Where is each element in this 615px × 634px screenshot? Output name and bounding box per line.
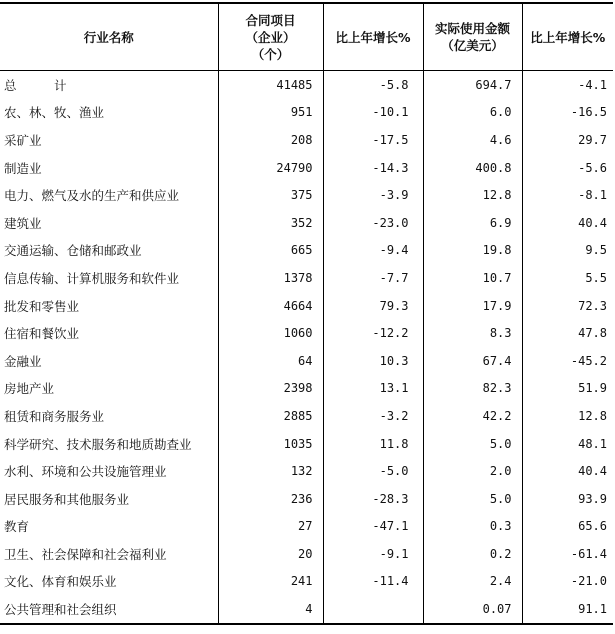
projects-growth-cell: -7.7: [323, 264, 423, 292]
projects-cell: 241: [218, 568, 323, 596]
projects-growth-cell: -3.9: [323, 181, 423, 209]
projects-growth-cell: -5.0: [323, 457, 423, 485]
industry-name-cell: 采矿业: [4, 132, 42, 148]
industry-name-cell: 住宿和餐饮业: [4, 326, 80, 342]
projects-cell: 2398: [218, 375, 323, 403]
projects-cell: 20: [218, 540, 323, 568]
amount-growth-cell: -61.4: [522, 540, 613, 568]
industry-name-cell: 租赁和商务服务业: [4, 408, 105, 424]
table-row: [0, 237, 613, 265]
projects-cell: 2885: [218, 402, 323, 430]
projects-growth-cell: -14.3: [323, 154, 423, 182]
amount-growth-cell: 93.9: [522, 485, 613, 513]
industry-name-cell: 卫生、社会保障和社会福利业: [4, 546, 167, 562]
table-body: [0, 71, 613, 624]
amount-growth-cell: 51.9: [522, 375, 613, 403]
table-row: [0, 347, 613, 375]
amount-cell: 67.4: [423, 347, 522, 375]
projects-cell: 4: [218, 595, 323, 624]
projects-growth-cell: 79.3: [323, 292, 423, 320]
industry-name-cell: 农、林、牧、渔业: [4, 105, 105, 121]
table-row: [0, 430, 613, 458]
projects-growth-cell: -3.2: [323, 402, 423, 430]
table-row: [0, 209, 613, 237]
amount-cell: 694.7: [423, 71, 522, 99]
amount-cell: 19.8: [423, 237, 522, 265]
industry-name-cell: 金融业: [4, 353, 42, 369]
projects-growth-cell: -9.4: [323, 237, 423, 265]
industry-name-cell: 信息传输、计算机服务和软件业: [4, 270, 180, 286]
amount-cell: 0.3: [423, 513, 522, 541]
amount-growth-cell: 91.1: [522, 595, 613, 624]
projects-cell: 1060: [218, 319, 323, 347]
amount-cell: 82.3: [423, 375, 522, 403]
amount-cell: 2.4: [423, 568, 522, 596]
industry-name-cell: 房地产业: [4, 381, 55, 397]
amount-cell: 42.2: [423, 402, 522, 430]
amount-growth-cell: 40.4: [522, 457, 613, 485]
projects-growth-header: 比上年增长%: [323, 3, 423, 71]
amount-growth-cell: -8.1: [522, 181, 613, 209]
amount-growth-cell: -45.2: [522, 347, 613, 375]
amount-growth-cell: 5.5: [522, 264, 613, 292]
projects-cell: 41485: [218, 71, 323, 99]
industry-name-cell: 文化、体育和娱乐业: [4, 574, 117, 590]
table-row: [0, 126, 613, 154]
industry-name-cell: 总 计: [4, 77, 67, 93]
amount-cell: 10.7: [423, 264, 522, 292]
table-row: [0, 375, 613, 403]
actual-amount-header: 实际使用金额 （亿美元）: [423, 3, 522, 71]
table-row: [0, 540, 613, 568]
table-row: [0, 264, 613, 292]
header-row: [0, 3, 613, 71]
projects-cell: 4664: [218, 292, 323, 320]
industry-name-cell: 教育: [4, 519, 30, 535]
projects-cell: 375: [218, 181, 323, 209]
projects-growth-cell: 10.3: [323, 347, 423, 375]
industry-name-cell: 科学研究、技术服务和地质勘查业: [4, 436, 192, 452]
amount-growth-cell: -4.1: [522, 71, 613, 99]
table-row: [0, 181, 613, 209]
projects-growth-cell: 11.8: [323, 430, 423, 458]
amount-growth-cell: -16.5: [522, 99, 613, 127]
amount-cell: 4.6: [423, 126, 522, 154]
industry-name-cell: 交通运输、仓储和邮政业: [4, 243, 142, 259]
projects-cell: 352: [218, 209, 323, 237]
projects-growth-cell: [323, 595, 423, 624]
industry-name-cell: 建筑业: [4, 215, 42, 231]
amount-growth-cell: 48.1: [522, 430, 613, 458]
projects-growth-cell: -10.1: [323, 99, 423, 127]
contract-projects-header: 合同项目 （企业） （个）: [218, 3, 323, 71]
projects-growth-cell: -23.0: [323, 209, 423, 237]
industry-name-cell: 电力、燃气及水的生产和供应业: [4, 188, 180, 204]
amount-cell: 400.8: [423, 154, 522, 182]
projects-growth-cell: -47.1: [323, 513, 423, 541]
amount-cell: 5.0: [423, 430, 522, 458]
amount-growth-cell: 72.3: [522, 292, 613, 320]
table-row: [0, 319, 613, 347]
projects-cell: 1378: [218, 264, 323, 292]
projects-cell: 27: [218, 513, 323, 541]
table-row: [0, 99, 613, 127]
projects-cell: 236: [218, 485, 323, 513]
projects-growth-cell: -12.2: [323, 319, 423, 347]
table-row: [0, 595, 613, 624]
projects-cell: 132: [218, 457, 323, 485]
amount-growth-header: 比上年增长%: [522, 3, 613, 71]
table-row: [0, 513, 613, 541]
table-container: [0, 2, 613, 625]
industry-name-cell: 居民服务和其他服务业: [4, 491, 130, 507]
industry-name-cell: 批发和零售业: [4, 298, 80, 314]
amount-cell: 17.9: [423, 292, 522, 320]
projects-cell: 208: [218, 126, 323, 154]
table-row: [0, 568, 613, 596]
amount-cell: 0.07: [423, 595, 522, 624]
projects-growth-cell: -28.3: [323, 485, 423, 513]
projects-growth-cell: -11.4: [323, 568, 423, 596]
projects-cell: 64: [218, 347, 323, 375]
amount-cell: 8.3: [423, 319, 522, 347]
projects-cell: 951: [218, 99, 323, 127]
table-header: [0, 3, 613, 71]
amount-cell: 5.0: [423, 485, 522, 513]
amount-growth-cell: -5.6: [522, 154, 613, 182]
table-row: [0, 71, 613, 99]
industry-name-cell: 公共管理和社会组织: [4, 602, 117, 618]
projects-growth-cell: -9.1: [323, 540, 423, 568]
table-row: [0, 402, 613, 430]
amount-growth-cell: 40.4: [522, 209, 613, 237]
projects-growth-cell: -17.5: [323, 126, 423, 154]
projects-growth-cell: -5.8: [323, 71, 423, 99]
amount-growth-cell: 9.5: [522, 237, 613, 265]
projects-cell: 665: [218, 237, 323, 265]
industry-name-cell: 制造业: [4, 160, 42, 176]
industry-name-header: 行业名称: [0, 3, 218, 71]
foreign-investment-table: [0, 2, 613, 625]
table-row: [0, 457, 613, 485]
amount-growth-cell: 47.8: [522, 319, 613, 347]
amount-growth-cell: 12.8: [522, 402, 613, 430]
table-row: [0, 154, 613, 182]
industry-name-cell: 水利、环境和公共设施管理业: [4, 464, 167, 480]
amount-growth-cell: -21.0: [522, 568, 613, 596]
projects-cell: 1035: [218, 430, 323, 458]
amount-cell: 2.0: [423, 457, 522, 485]
amount-cell: 6.9: [423, 209, 522, 237]
amount-cell: 0.2: [423, 540, 522, 568]
amount-growth-cell: 65.6: [522, 513, 613, 541]
table-row: [0, 292, 613, 320]
projects-cell: 24790: [218, 154, 323, 182]
projects-growth-cell: 13.1: [323, 375, 423, 403]
amount-cell: 12.8: [423, 181, 522, 209]
amount-cell: 6.0: [423, 99, 522, 127]
amount-growth-cell: 29.7: [522, 126, 613, 154]
table-row: [0, 485, 613, 513]
